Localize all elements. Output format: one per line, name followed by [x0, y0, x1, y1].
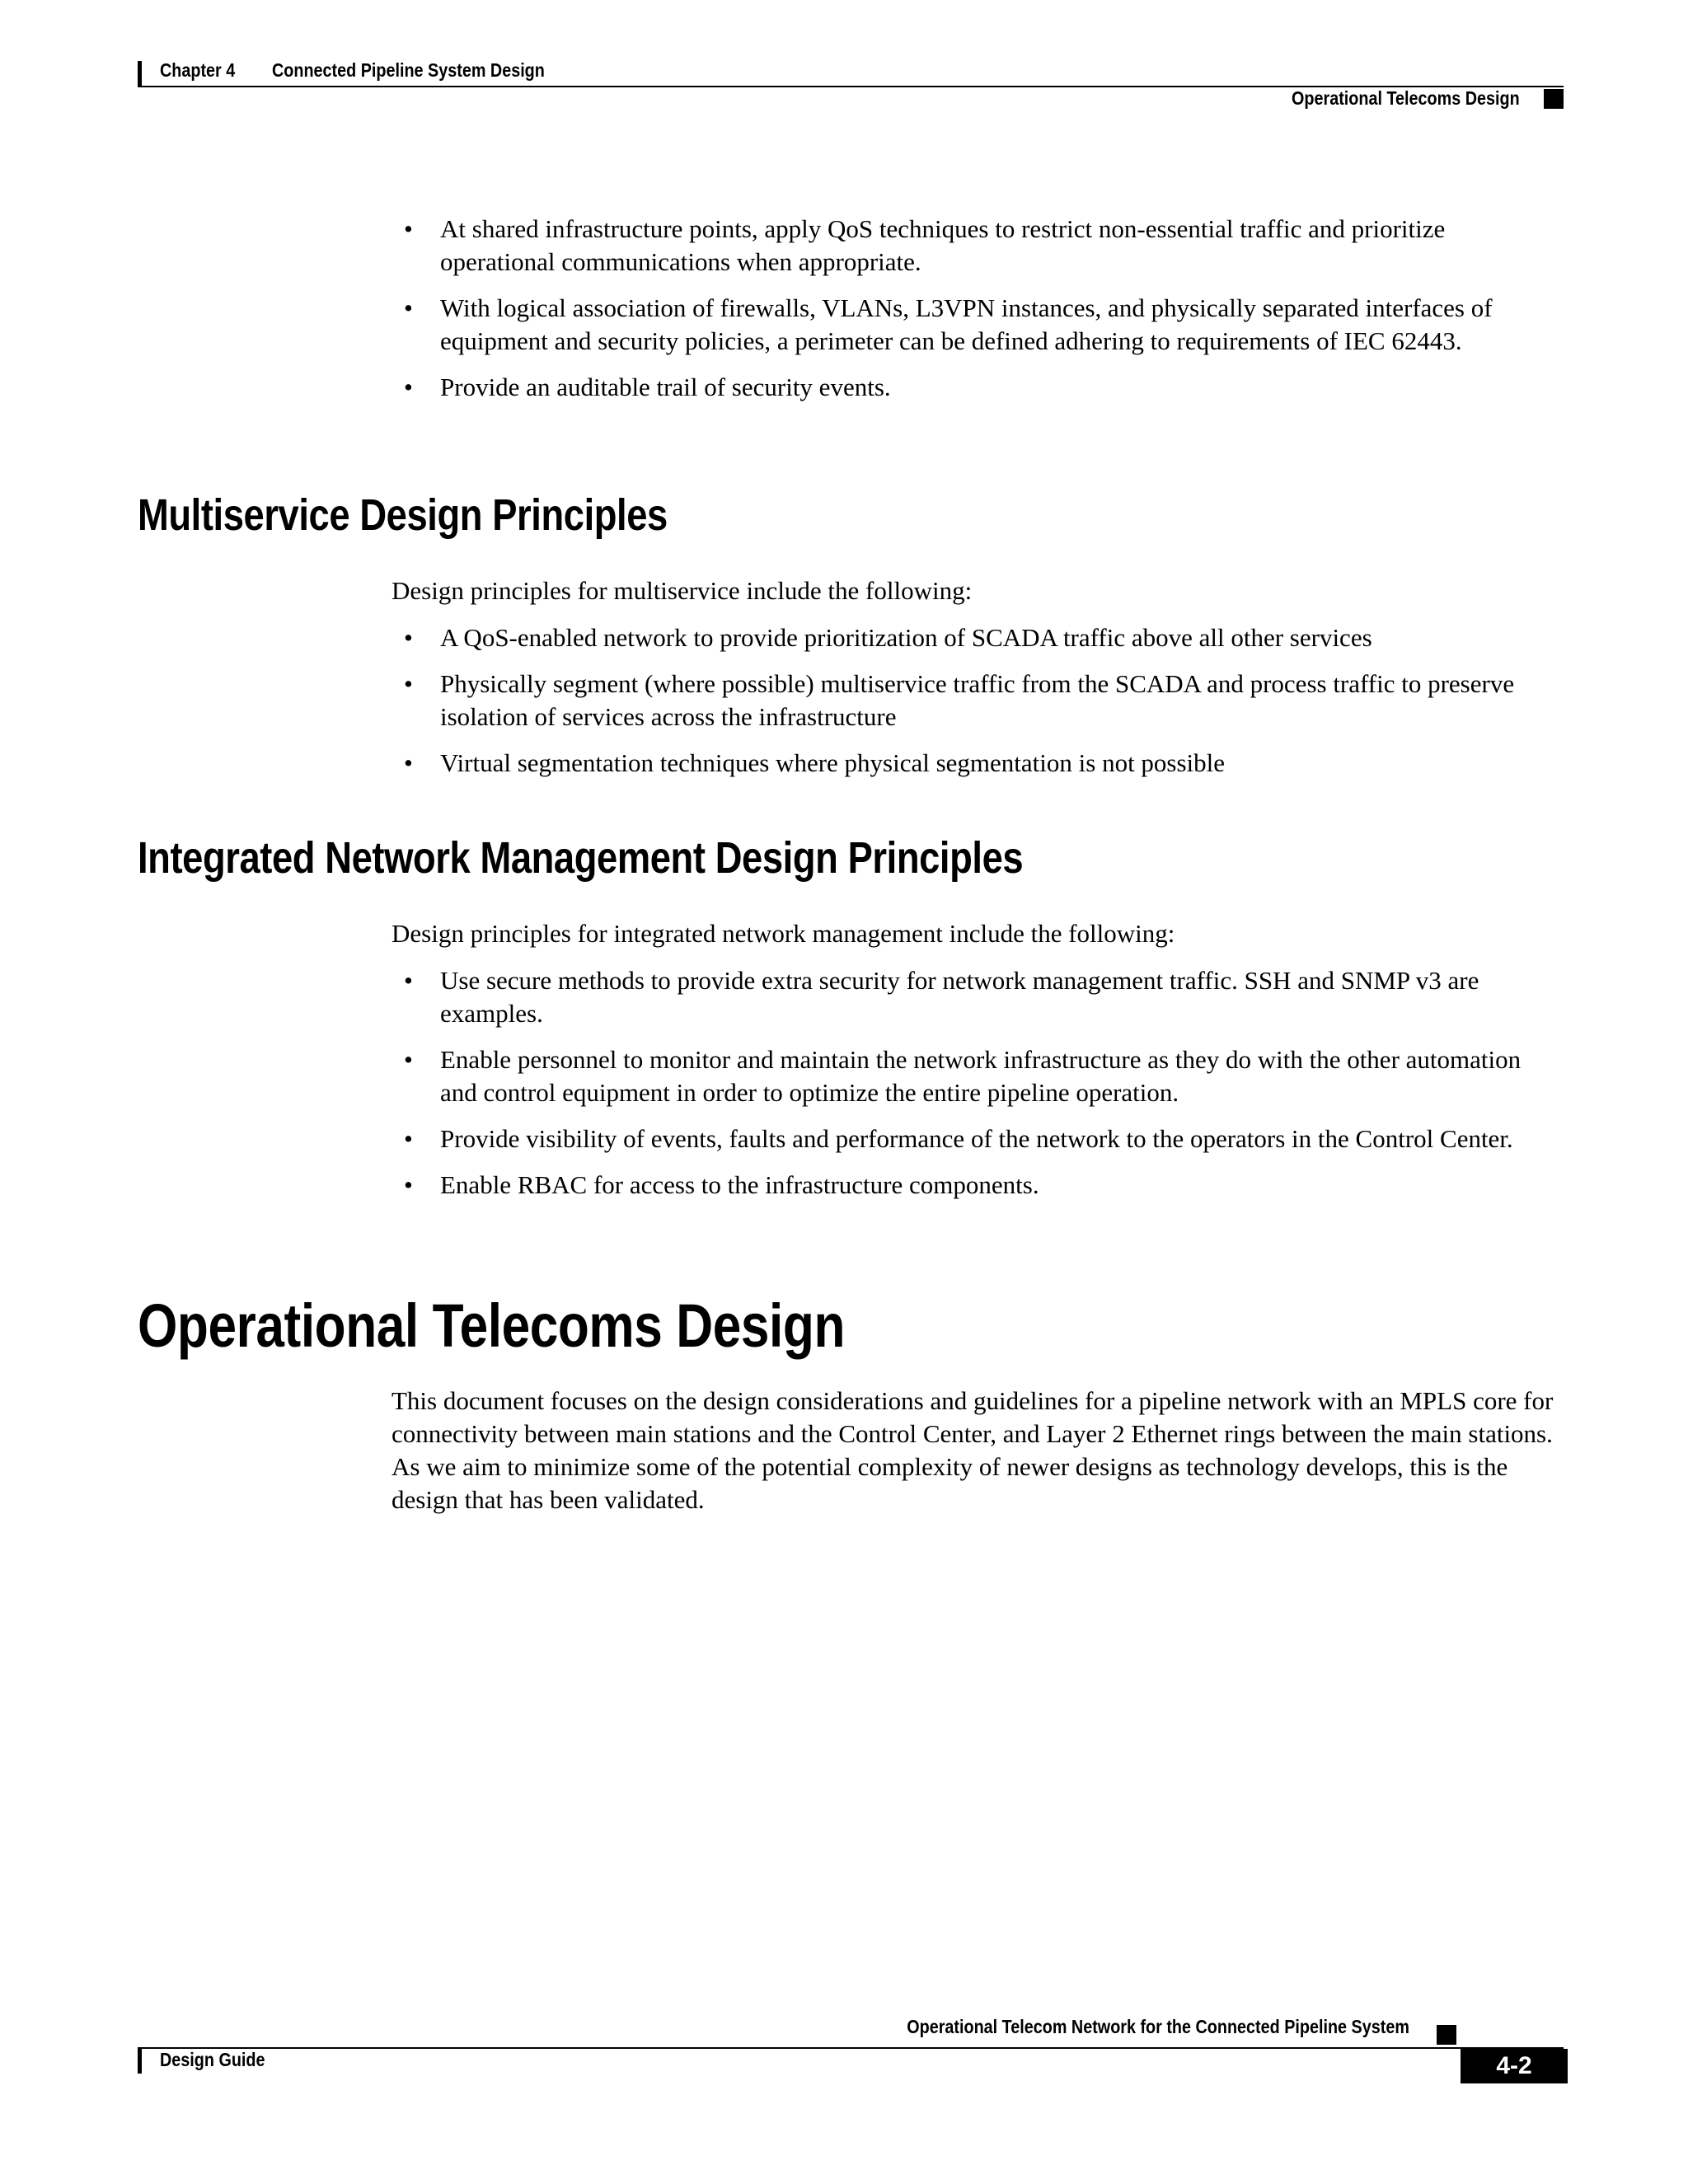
list-item: • Physically segment (where possible) multiservice traffic from the SCADA and process traffic to preserve isolation of services across the infrastructure	[392, 668, 1562, 733]
footer-document-title: Operational Telecom Network for the Connected Pipeline System	[907, 2016, 1409, 2037]
footer-left-bar	[138, 2049, 142, 2074]
header-chapter-title: Connected Pipeline System Design	[272, 59, 545, 81]
operational-telecoms-body: This document focuses on the design considerations and guidelines for a pipeline network with an MPLS core for connectivity between main stations and the Control Center, and Layer 2 Ethernet rings between the main stations. As we aim to minimize some of the potential complexity of newer designs as technology develops, this is the design that has been validated.	[392, 1386, 1554, 1514]
list-item: • Virtual segmentation techniques where physical segmentation is not possible	[392, 747, 1562, 780]
list-item: • Enable RBAC for access to the infrastructure components.	[392, 1169, 1562, 1202]
footer-guide-label: Design Guide	[160, 2049, 265, 2070]
header-square-marker	[1544, 89, 1564, 109]
header-left-bar	[138, 61, 142, 86]
header-chapter-label: Chapter 4	[160, 59, 236, 81]
list-item: • Provide visibility of events, faults and performance of the network to the operators in the Control Center.	[392, 1122, 1562, 1155]
network-management-heading: Integrated Network Management Design Principles	[138, 833, 1024, 883]
list-item: • Provide an auditable trail of security events.	[392, 371, 1562, 404]
operational-telecoms-heading: Operational Telecoms Design	[138, 1291, 845, 1360]
list-item: • With logical association of firewalls, VLANs, L3VPN instances, and physically separated interfaces of equipment and security policies, a perimeter can be defined adhering to requirements of IEC 62443.	[392, 292, 1562, 358]
list-item: • Enable personnel to monitor and maintain the network infrastructure as they do with the other automation and control equipment in order to optimize the entire pipeline operation.	[392, 1043, 1562, 1109]
network-management-bullet-list	[392, 964, 1562, 1215]
intro-bullet-list	[392, 213, 1562, 417]
multiservice-bullet-list	[392, 621, 1562, 793]
page-number: 4-2	[1461, 2049, 1568, 2083]
multiservice-heading: Multiservice Design Principles	[138, 490, 668, 540]
network-management-intro: Design principles for integrated network management include the following:	[392, 919, 1175, 948]
multiservice-intro: Design principles for multiservice include the following:	[392, 576, 973, 605]
list-item: • Use secure methods to provide extra security for network management traffic. SSH and SNMP v3 are examples.	[392, 964, 1562, 1030]
list-item: • A QoS-enabled network to provide prioritization of SCADA traffic above all other services	[392, 621, 1562, 654]
footer-square-marker	[1437, 2025, 1456, 2045]
header-section-title: Operational Telecoms Design	[1292, 87, 1520, 109]
list-item: • At shared infrastructure points, apply QoS techniques to restrict non-essential traffic and prioritize operational communications when appropriate.	[392, 213, 1562, 279]
footer-rule	[138, 2047, 1564, 2049]
